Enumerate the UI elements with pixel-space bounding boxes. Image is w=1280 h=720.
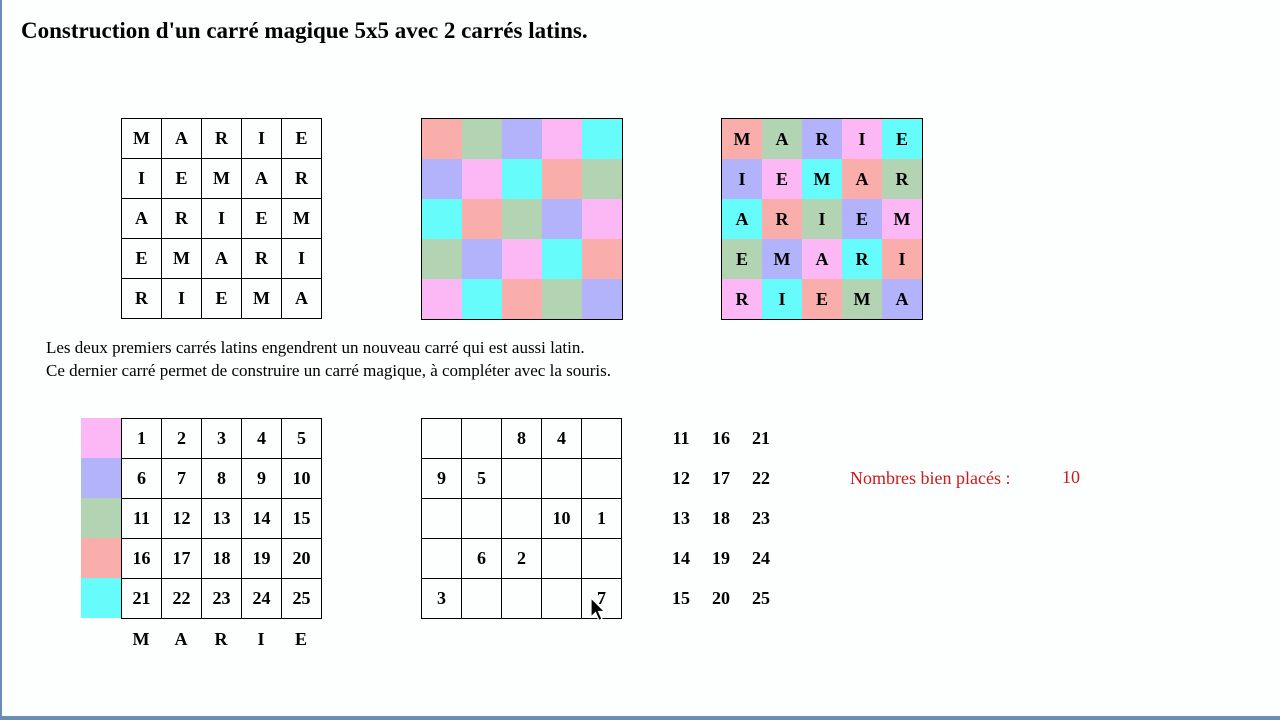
draggable-number[interactable]: 25 [752, 587, 770, 608]
magic-square-cell[interactable]: 5 [462, 459, 502, 499]
key-number-cell: 16 [122, 539, 162, 579]
combined-cell: E [882, 119, 922, 159]
combined-cell: A [722, 199, 762, 239]
letter-cell: R [242, 239, 282, 279]
draggable-number[interactable]: 15 [672, 587, 690, 608]
magic-square-cell[interactable]: 3 [422, 579, 462, 619]
column-letter: E [294, 628, 307, 649]
color-cell [582, 199, 622, 239]
magic-square-cell[interactable] [542, 459, 582, 499]
key-number-cell: 19 [242, 539, 282, 579]
letter-cell: R [202, 119, 242, 159]
key-number-cell: 22 [162, 579, 202, 619]
key-number-cell: 5 [282, 419, 322, 459]
key-number-cell: 25 [282, 579, 322, 619]
color-cell [582, 279, 622, 319]
row-color-swatch [81, 578, 121, 618]
combined-cell: A [762, 119, 802, 159]
magic-square-cell[interactable]: 4 [542, 419, 582, 459]
draggable-number[interactable]: 14 [672, 547, 690, 568]
color-cell [582, 159, 622, 199]
frame-bottom-border [0, 716, 1280, 720]
magic-square-cell[interactable] [502, 579, 542, 619]
remaining-numbers-pool [661, 418, 781, 618]
draggable-number[interactable]: 20 [712, 587, 730, 608]
combined-cell: R [842, 239, 882, 279]
letter-cell: A [202, 239, 242, 279]
color-cell [582, 119, 622, 159]
letter-cell: R [282, 159, 322, 199]
key-number-cell: 4 [242, 419, 282, 459]
magic-square-cell[interactable] [422, 419, 462, 459]
key-number-cell: 9 [242, 459, 282, 499]
combined-cell: M [722, 119, 762, 159]
key-number-cell: 12 [162, 499, 202, 539]
key-number-cell: 2 [162, 419, 202, 459]
combined-cell: I [882, 239, 922, 279]
draggable-number[interactable]: 23 [752, 507, 770, 528]
color-cell [542, 159, 582, 199]
number-key-square [121, 418, 322, 619]
letter-cell: M [242, 279, 282, 319]
column-letter: M [132, 628, 150, 649]
key-number-cell: 20 [282, 539, 322, 579]
page-title: Construction d'un carré magique 5x5 avec 2 carrés latins. [21, 18, 588, 43]
color-cell [502, 199, 542, 239]
mouse-cursor-icon [590, 597, 606, 623]
color-cell [542, 199, 582, 239]
frame-left-border [0, 0, 2, 720]
row-color-swatch [81, 418, 121, 458]
combined-cell: M [842, 279, 882, 319]
combined-cell: M [762, 239, 802, 279]
column-letter-labels [121, 620, 321, 658]
letter-cell: M [162, 239, 202, 279]
letter-cell: I [162, 279, 202, 319]
letter-cell: M [202, 159, 242, 199]
magic-square-cell[interactable]: 7 [582, 579, 622, 619]
score-value: 10 [1062, 467, 1080, 487]
letter-cell: A [282, 279, 322, 319]
explanation-line-1: Les deux premiers carrés latins engendrent un nouveau carré qui est aussi latin. [46, 338, 585, 357]
key-number-cell: 15 [282, 499, 322, 539]
color-cell [542, 279, 582, 319]
column-letter: R [214, 628, 228, 649]
color-cell [422, 239, 462, 279]
combined-cell: E [722, 239, 762, 279]
color-cell [502, 119, 542, 159]
key-number-cell: 1 [122, 419, 162, 459]
color-cell [422, 119, 462, 159]
combined-cell: A [842, 159, 882, 199]
magic-square-cell[interactable] [462, 579, 502, 619]
color-cell [462, 239, 502, 279]
magic-square-cell[interactable] [582, 419, 622, 459]
combined-cell: I [802, 199, 842, 239]
letter-cell: M [282, 199, 322, 239]
color-cell [542, 239, 582, 279]
magic-square-board [421, 418, 622, 619]
row-color-swatch [81, 498, 121, 538]
letter-cell: R [122, 279, 162, 319]
combined-cell: E [762, 159, 802, 199]
draggable-number[interactable]: 17 [712, 467, 730, 488]
combined-cell: I [842, 119, 882, 159]
combined-cell: R [802, 119, 842, 159]
color-cell [462, 199, 502, 239]
magic-square-cell[interactable] [582, 459, 622, 499]
draggable-number[interactable]: 21 [752, 427, 770, 448]
color-cell [462, 279, 502, 319]
letter-cell: M [122, 119, 162, 159]
magic-square-cell[interactable]: 6 [462, 539, 502, 579]
draggable-number[interactable]: 19 [712, 547, 730, 568]
letter-cell: E [122, 239, 162, 279]
row-color-swatch [81, 538, 121, 578]
colors-latin-square [421, 118, 623, 320]
color-cell [422, 199, 462, 239]
letter-cell: E [282, 119, 322, 159]
combined-cell: R [722, 279, 762, 319]
key-number-cell: 7 [162, 459, 202, 499]
color-cell [462, 159, 502, 199]
combined-cell: M [802, 159, 842, 199]
letter-cell: I [282, 239, 322, 279]
magic-square-cell[interactable]: 10 [542, 499, 582, 539]
key-number-cell: 3 [202, 419, 242, 459]
color-cell [502, 279, 542, 319]
color-cell [462, 119, 502, 159]
draggable-number[interactable]: 18 [712, 507, 730, 528]
magic-square-cell[interactable] [542, 579, 582, 619]
magic-square-cell[interactable] [422, 539, 462, 579]
explanation-line-2: Ce dernier carré permet de construire un carré magique, à compléter avec la souris. [46, 361, 611, 380]
combined-cell: E [842, 199, 882, 239]
magic-square-cell[interactable] [422, 499, 462, 539]
key-number-cell: 8 [202, 459, 242, 499]
row-color-swatches [81, 418, 121, 618]
magic-square-cell[interactable] [462, 419, 502, 459]
magic-square-cell[interactable] [462, 499, 502, 539]
combined-cell: I [762, 279, 802, 319]
magic-square-cell[interactable]: 2 [502, 539, 542, 579]
combined-cell: E [802, 279, 842, 319]
magic-square-cell[interactable]: 1 [582, 499, 622, 539]
combined-latin-square [721, 118, 923, 320]
magic-square-cell[interactable] [502, 459, 542, 499]
magic-square-cell[interactable]: 9 [422, 459, 462, 499]
letter-cell: E [242, 199, 282, 239]
explanation-text [46, 336, 611, 382]
draggable-number[interactable]: 11 [672, 427, 690, 448]
color-cell [502, 239, 542, 279]
combined-cell: M [882, 199, 922, 239]
color-cell [542, 119, 582, 159]
combined-cell: I [722, 159, 762, 199]
score-label: Nombres bien placés : [850, 468, 1011, 488]
color-cell [582, 239, 622, 279]
letter-cell: I [242, 119, 282, 159]
column-letter: I [257, 628, 265, 649]
letter-cell: I [202, 199, 242, 239]
row-color-swatch [81, 458, 121, 498]
color-cell [422, 159, 462, 199]
key-number-cell: 10 [282, 459, 322, 499]
key-number-cell: 23 [202, 579, 242, 619]
key-number-cell: 24 [242, 579, 282, 619]
magic-square-cell[interactable]: 8 [502, 419, 542, 459]
letter-cell: A [122, 199, 162, 239]
combined-cell: A [882, 279, 922, 319]
key-number-cell: 13 [202, 499, 242, 539]
key-number-cell: 17 [162, 539, 202, 579]
key-number-cell: 21 [122, 579, 162, 619]
letter-cell: I [122, 159, 162, 199]
letters-latin-square [121, 118, 322, 319]
key-number-cell: 6 [122, 459, 162, 499]
letter-cell: A [162, 119, 202, 159]
combined-cell: R [762, 199, 802, 239]
letter-cell: E [162, 159, 202, 199]
magic-square-cell[interactable] [582, 539, 622, 579]
draggable-number[interactable]: 12 [672, 467, 690, 488]
combined-cell: R [882, 159, 922, 199]
combined-cell: A [802, 239, 842, 279]
magic-square-cell[interactable] [542, 539, 582, 579]
key-number-cell: 14 [242, 499, 282, 539]
magic-square-cell[interactable] [502, 499, 542, 539]
draggable-number[interactable]: 24 [752, 547, 770, 568]
draggable-number[interactable]: 22 [752, 467, 770, 488]
draggable-number[interactable]: 16 [712, 427, 730, 448]
letter-cell: E [202, 279, 242, 319]
letter-cell: R [162, 199, 202, 239]
draggable-number[interactable]: 13 [672, 507, 690, 528]
color-cell [422, 279, 462, 319]
key-number-cell: 18 [202, 539, 242, 579]
letter-cell: A [242, 159, 282, 199]
key-number-cell: 11 [122, 499, 162, 539]
color-cell [502, 159, 542, 199]
column-letter: A [174, 628, 188, 649]
